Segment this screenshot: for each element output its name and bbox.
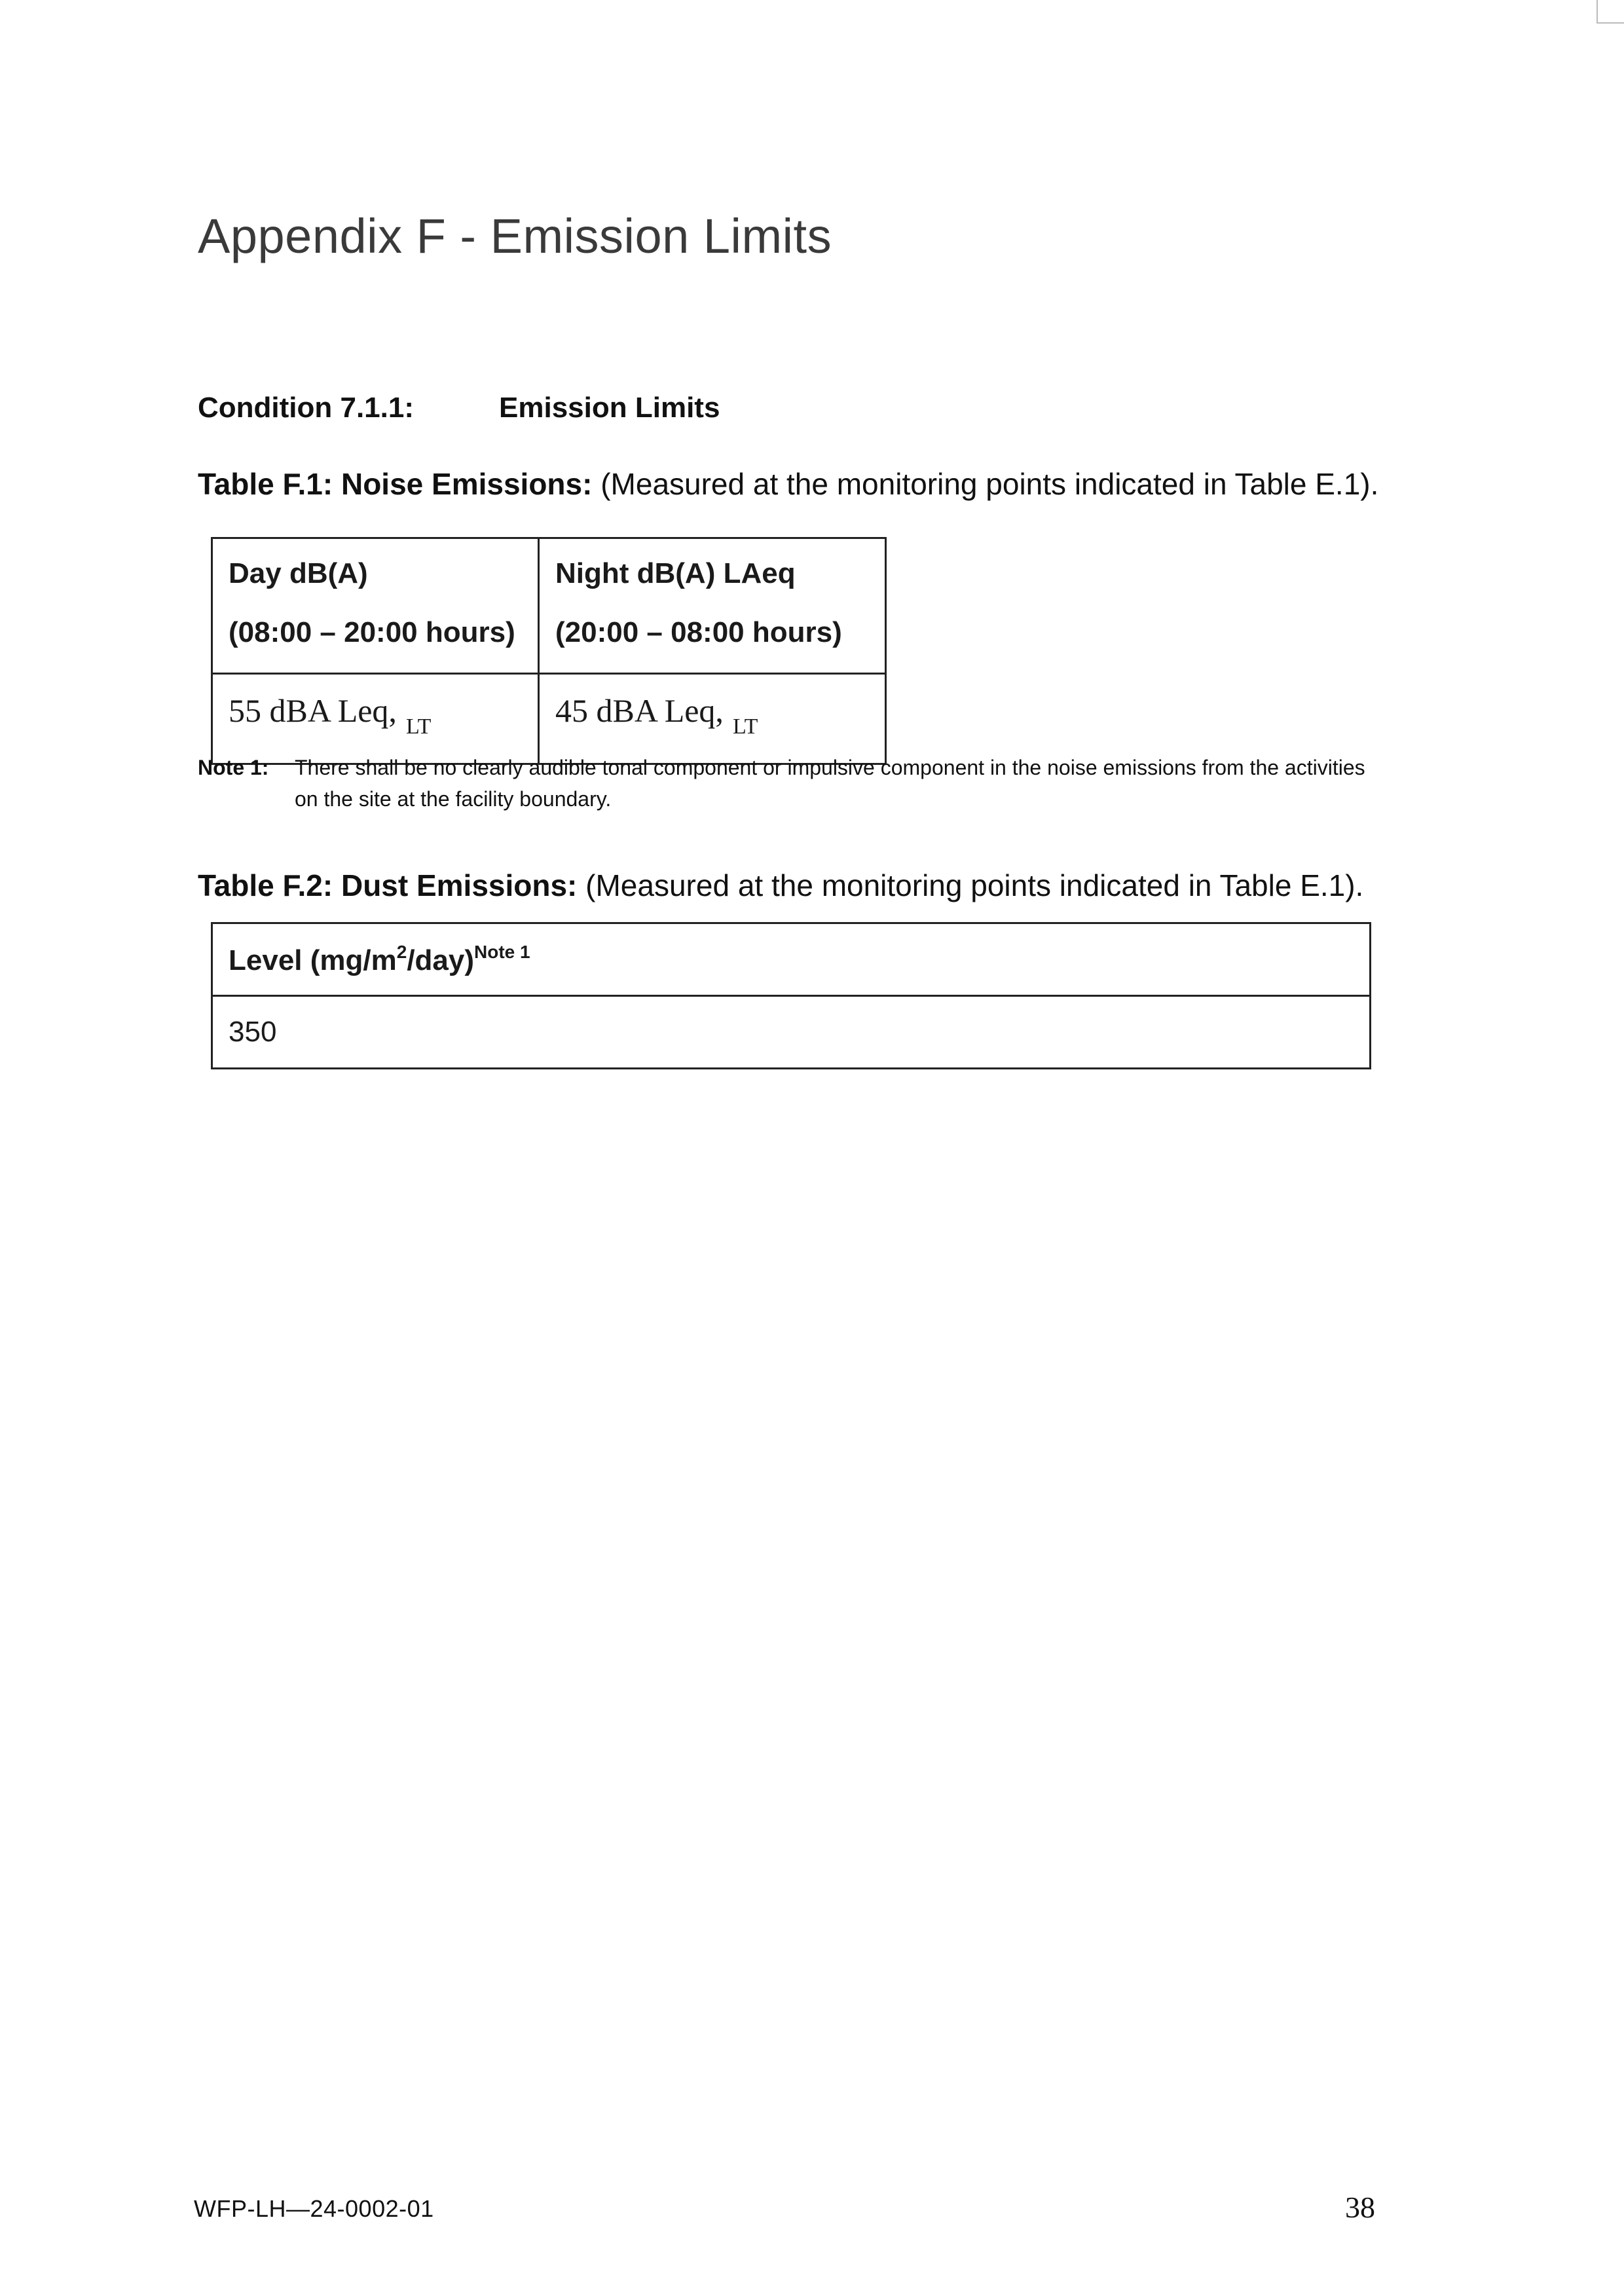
note-label: Note 1: <box>198 756 269 779</box>
page-title: Appendix F - Emission Limits <box>198 209 832 263</box>
noise-emissions-table <box>211 537 887 765</box>
table-f1-caption-rest: (Measured at the monitoring points indicated in Table E.1). <box>592 467 1379 501</box>
table-row <box>212 996 1371 1069</box>
day-value-sub: LT <box>405 714 432 739</box>
day-header-cell <box>212 538 539 674</box>
day-header-line2: (08:00 – 20:00 hours) <box>229 616 515 648</box>
table-f1-note <box>198 752 1376 815</box>
document-reference: WFP-LH—24-0002-01 <box>194 2195 434 2222</box>
table-header-row <box>212 538 886 674</box>
dust-header-exponent: 2 <box>396 942 407 962</box>
table-row <box>212 674 886 764</box>
day-value: 55 dBA Leq, <box>229 692 397 729</box>
night-value-sub: LT <box>732 714 758 739</box>
dust-emissions-table <box>211 922 1371 1069</box>
page-number: 38 <box>1345 2191 1375 2224</box>
day-header-line1: Day dB(A) <box>229 557 368 589</box>
dust-header-note: Note 1 <box>474 942 530 962</box>
note-text: There shall be no clearly audible tonal component or impulsive component in the noise emissions from the activities on the site at the facility boundary. <box>295 756 1365 811</box>
table-f1-caption <box>198 466 1378 502</box>
table-f1-caption-bold: Table F.1: Noise Emissions: <box>198 467 593 501</box>
night-value-cell <box>539 674 886 764</box>
day-value-cell <box>212 674 539 764</box>
scan-corner-mark <box>1596 0 1624 24</box>
dust-header-post: /day) <box>407 944 475 976</box>
condition-label: Condition 7.1.1: <box>198 392 414 424</box>
table-f2-caption <box>198 868 1363 903</box>
night-header-line1: Night dB(A) LAeq <box>555 557 796 589</box>
night-header-cell <box>539 538 886 674</box>
night-value: 45 dBA Leq, <box>555 692 724 729</box>
table-header-row <box>212 923 1371 996</box>
dust-header-pre: Level (mg/m <box>229 944 397 976</box>
dust-level-header <box>212 923 1371 996</box>
condition-row <box>198 392 720 424</box>
table-f2-caption-bold: Table F.2: Dust Emissions: <box>198 868 578 902</box>
condition-value: Emission Limits <box>499 392 720 424</box>
dust-level-value: 350 <box>212 996 1371 1069</box>
night-header-line2: (20:00 – 08:00 hours) <box>555 616 842 648</box>
table-f2-caption-rest: (Measured at the monitoring points indicated in Table E.1). <box>577 868 1364 902</box>
